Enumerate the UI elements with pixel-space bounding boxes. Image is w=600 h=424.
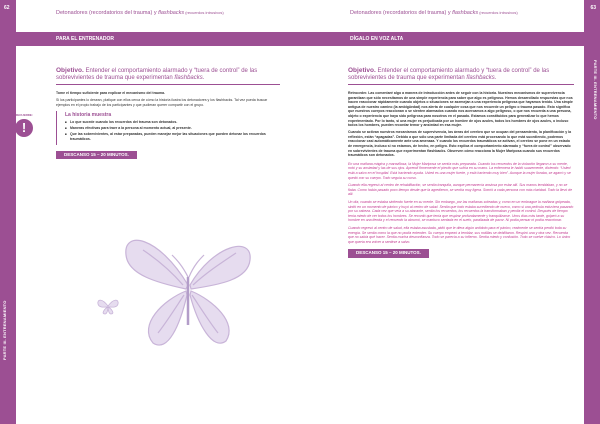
running-head	[350, 10, 518, 16]
running-head-main: Detonadores (recordatorios del trauma)	[350, 10, 447, 16]
objective-label: Objetivo.	[348, 67, 376, 74]
warning-label: RECUERDE:	[15, 113, 33, 118]
butterfly-illustration	[118, 225, 258, 355]
callout-title: La historia muestra	[65, 112, 112, 119]
story-block	[348, 162, 574, 245]
paragraph: Si los participantes lo desean, platique con ellos cerca de cómo la historia ilustra los detonadores y los flashbacks. Tal vez pueda buscar ejemplos en el propio trabajo de los participantes y que pudieran querer compartir con el grupo.	[56, 98, 268, 107]
page-number: 62	[4, 5, 10, 11]
objective-label: Objetivo.	[56, 67, 84, 74]
right-page	[300, 0, 600, 424]
list-item: ■ Maneras efectivas para traer a la persona al momento actual, al presente.	[65, 126, 280, 131]
objective-text: Entender el comportamiento alarmado y “tuera de control” de las sobrevivientes de trauma que experimentan	[348, 68, 550, 81]
side-tab-label: PARTE III. ENTRENAMIENTO	[2, 300, 7, 360]
list-item: ■ Que las sobrevivientes, al estar preparadas, pueden manejar mejor las situaciones que pueden detonar los recuerdos traumáticos.	[65, 132, 280, 141]
paragraph-lead: Retroceder.	[348, 91, 368, 95]
story-paragraph: En una mañana mágica y maravillosa, la Mujer Mariposa se sentía más preparada. Cuando los recuerdos de la violación llegaron a su mente, notó y su ansiedad y las de sus ojos. Aprendi firmemente el piecito que sufría en su mano. La enfermera le habló suavemente, diciendo: “Usted está a salvo en el hospital. Está haciendo ayuda. Usted es una mujer fuerte, y está haciendo muy bien”. Aunque la mujer lloraba, se agarró y se quedó con su cuerpo. Todo seguía su curso.	[348, 161, 571, 180]
story-paragraph: Un día, cuando se estaba sintiendo fuerte en su mente. Sin embargo, por las mañanas soleadas y, como en un embrague la mañana golpeada, sintió en un momento de pánico y huyó al centro de salud. Sentía que todo estaba sucediendo de nuevo, como si una película estuviera pasando por su cabeza. Cada vez que veía a su atacante, sentía los recuerdos, los recuerdos la transformaban y perdía el control. Después de tiempo tenía miedo de ver todos los hombres. Se recordó que tenía que respirar profundamente y tranquilizarse. Unos días más tarde, golpeó a su hombre en una tienda y el recuerdo la abrumó, se mantuvo sentada en el suelo, paralizada de pavor. Ni podía pensar ni podía reaccionar.	[348, 199, 574, 223]
paragraph-text: Las comentaré algo a manera de introducción antes de seguir con la historia. Nuestros mecanismos de supervivencia garantizan que sólo necesitamos de una simple experiencia para saber que algo es peligroso. Hemos desarrollado respuestas que nos hacen reaccionar rápidamente cuando objetos o situaciones se asemejan a una experiencia peligrosa que hayamos tenido. Una simple antigua de nuestro camino (la ambigüedad) nos alerta de cualquier cosa que nos recuerde un peligro o trauma pasado. Esto significa que nuestros cuerpos reaccionan o se sienten alarmados cuando nos acercamos a algo peligroso, o que nos recuerda a una persona, objeto o experiencia que haya sido peligrosa para nosotros en el pasado. Estamos constituidos para generalizar lo que hemos experimentado. Por lo tanto, si una mujer es perjudicada por un hombre de ojos azules, todos los hombres de ojos azules, o incluso todos los hombres, pueden recordar temor y ansiedad en esa mujer.	[348, 91, 573, 128]
break-duration-badge: DESCANSO 15 – 20 MINUTOS.	[348, 249, 429, 258]
left-content	[15, 67, 280, 159]
side-tab	[0, 0, 16, 424]
callout-list	[65, 120, 280, 141]
running-head-tail: (recuerdos intrusivos)	[184, 10, 224, 15]
running-head-y: y	[446, 10, 453, 16]
warning-badge	[9, 113, 39, 137]
list-item: ■ Lo que sucede cuando los recuerdos del trauma son detonados.	[65, 120, 280, 125]
right-content	[348, 68, 574, 258]
paragraph	[348, 91, 574, 128]
running-head	[56, 10, 224, 16]
objective-block	[56, 68, 280, 85]
side-tab-label: PARTE III. ENTRENAMIENTO	[593, 60, 598, 120]
story-paragraph: Cuando regresó al centro de salud, ella estaba asustada, pidió que le diera algún antídoto para el pánico, realmente se sentía perdió toda su energía. Se sentía como la que no podía entender. Su cuerpo empezó a temblar, sus rodillas se debilitaron. Respiró una y otra vez. Recuerda que no sabía qué hacer. Sentía mucha desconfianza. Todo se parecía a su infierno. Sentía miedo y confusión. Todo se vuelve clásico. Lo único que quería era volver a sentirse a salvo.	[348, 225, 571, 244]
running-head-italic: flashbacks	[158, 10, 185, 16]
paragraph: Cuando se activan nuestros mecanismos de supervivencia, las áreas del cerebro que se ocupan del pensamiento, la planificación y la reflexión, están “apagadas”. Debido a que sólo una parte limitada del cerebro está procesando lo que está sucediendo, podemos reaccionar casi automáticamente ante una amenaza. Y cuando los recuerdos traumáticos se activan, el cerebro se pone en un estado de emergencia, incluso si no estamos, de hecho, en peligro. Esto explica el comportamiento alarmado y “fuera de control” observado en sobrevivientes de trauma que experimentan flashbacks. Observen cómo reacciona la Mujer Mariposa cuando sus recuerdos traumáticos son detonados.	[348, 130, 572, 158]
running-head-y: y	[152, 10, 159, 16]
page-number: 63	[590, 5, 596, 11]
section-band: DÍGALO EN VOZ ALTA	[300, 32, 584, 46]
running-head-italic: flashbacks	[452, 10, 479, 16]
small-butterfly-illustration	[96, 296, 120, 316]
callout-box	[15, 111, 280, 144]
objective-text: Entender el comportamiento alarmado y “tuera de control” de las sobrevivientes de trauma que experimentan	[56, 68, 258, 81]
story-paragraph: Cuando ella regresó al centro de rehabilitación, se sentía tranquila, aunque permanecía ansiosa por estar allí. Sus manos temblaban, y no se fiaba. Como había pasado poco tiempo desde que la agredieron, se sentía muy ligera. Sonrió a cada persona con más claridad. Todo la llevó de allí.	[348, 183, 573, 197]
objective-italic: flashbacks.	[174, 75, 205, 81]
section-band: PARA EL ENTRENADOR	[16, 32, 300, 46]
side-tab	[584, 0, 600, 424]
exclamation-icon: !	[15, 119, 33, 137]
paragraph: Tome el tiempo suficiente para explicar el mecanismo del trauma.	[56, 91, 166, 95]
running-head-main: Detonadores (recordatorios del trauma)	[56, 10, 153, 16]
break-duration-badge: DESCANSO 15 – 20 MINUTOS.	[56, 151, 137, 160]
objective-block	[348, 68, 574, 85]
running-head-tail: (recuerdos intrusivos)	[478, 10, 518, 15]
objective-italic: flashbacks.	[466, 75, 497, 81]
